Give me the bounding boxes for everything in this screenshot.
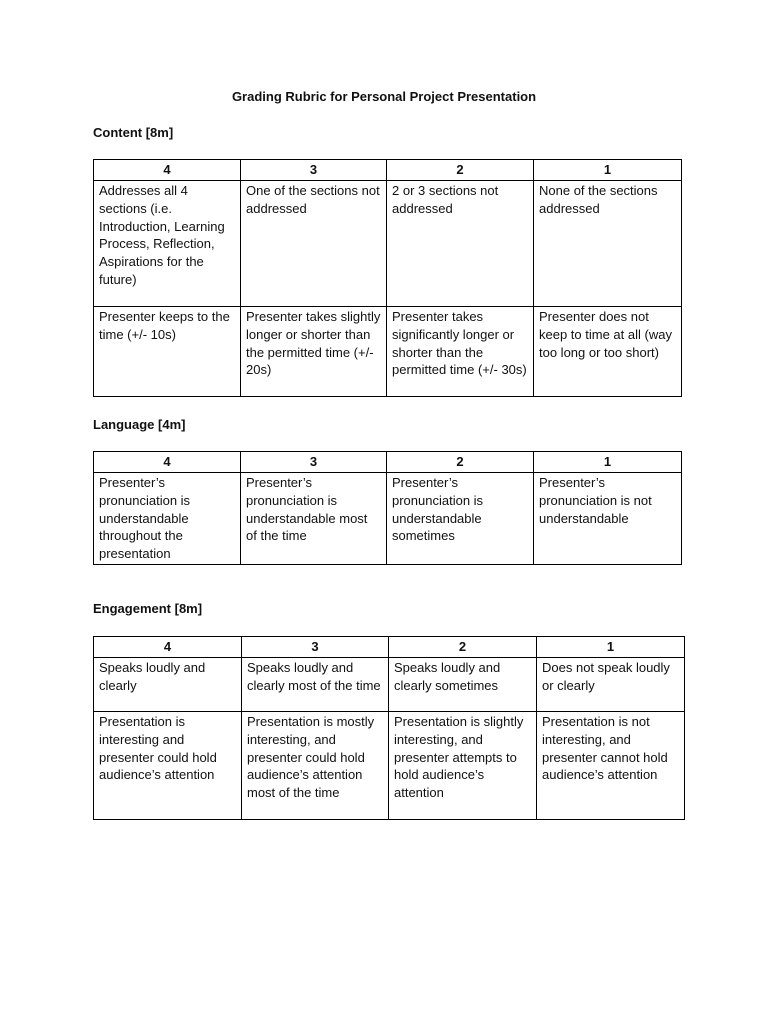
score-header: 2 (389, 637, 537, 658)
table-header-row (94, 160, 682, 181)
document-title: Grading Rubric for Personal Project Presentation (231, 89, 537, 104)
score-header: 1 (534, 160, 682, 181)
table-row (94, 473, 682, 565)
table-row (94, 658, 685, 712)
table-cell: Does not speak loudly or clearly (537, 658, 685, 712)
table-cell: Presentation is mostly interesting, and presenter could hold audience’s attention most of the time (242, 712, 389, 820)
score-header: 1 (537, 637, 685, 658)
content-rubric-table (93, 159, 682, 397)
score-header: 3 (241, 452, 387, 473)
table-cell: Presentation is slightly interesting, and presenter attempts to hold audience’s attention (389, 712, 537, 820)
table-cell: 2 or 3 sections not addressed (387, 181, 534, 307)
table-cell: Presenter’s pronunciation is understandable sometimes (387, 473, 534, 565)
table-cell: Presenter does not keep to time at all (way too long or too short) (534, 307, 682, 397)
engagement-rubric-table (93, 636, 685, 820)
table-cell: Presenter takes slightly longer or shorter than the permitted time (+/- 20s) (241, 307, 387, 397)
table-cell: Presenter takes significantly longer or shorter than the permitted time (+/- 30s) (387, 307, 534, 397)
score-header: 2 (387, 452, 534, 473)
table-row (94, 181, 682, 307)
table-header-row (94, 637, 685, 658)
table-row (94, 712, 685, 820)
table-cell: Addresses all 4 sections (i.e. Introduction, Learning Process, Reflection, Aspirations for the future) (94, 181, 241, 307)
score-header: 3 (241, 160, 387, 181)
table-cell: Presenter’s pronunciation is understandable most of the time (241, 473, 387, 565)
table-header-row (94, 452, 682, 473)
section-heading-content: Content [8m] (93, 125, 174, 140)
table-cell: Speaks loudly and clearly sometimes (389, 658, 537, 712)
table-cell: None of the sections addressed (534, 181, 682, 307)
table-cell: Speaks loudly and clearly most of the time (242, 658, 389, 712)
table-cell: Presentation is not interesting, and presenter cannot hold audience’s attention (537, 712, 685, 820)
score-header: 4 (94, 637, 242, 658)
table-cell: Presenter’s pronunciation is not understandable (534, 473, 682, 565)
score-header: 4 (94, 452, 241, 473)
table-cell: One of the sections not addressed (241, 181, 387, 307)
table-cell: Presenter’s pronunciation is understandable throughout the presentation (94, 473, 241, 565)
table-cell: Speaks loudly and clearly (94, 658, 242, 712)
score-header: 4 (94, 160, 241, 181)
section-heading-language: Language [4m] (93, 417, 186, 432)
table-cell: Presenter keeps to the time (+/- 10s) (94, 307, 241, 397)
table-cell: Presentation is interesting and presenter could hold audience’s attention (94, 712, 242, 820)
language-rubric-table (93, 451, 682, 565)
table-row (94, 307, 682, 397)
score-header: 1 (534, 452, 682, 473)
section-heading-engagement: Engagement [8m] (93, 601, 203, 616)
score-header: 2 (387, 160, 534, 181)
score-header: 3 (242, 637, 389, 658)
